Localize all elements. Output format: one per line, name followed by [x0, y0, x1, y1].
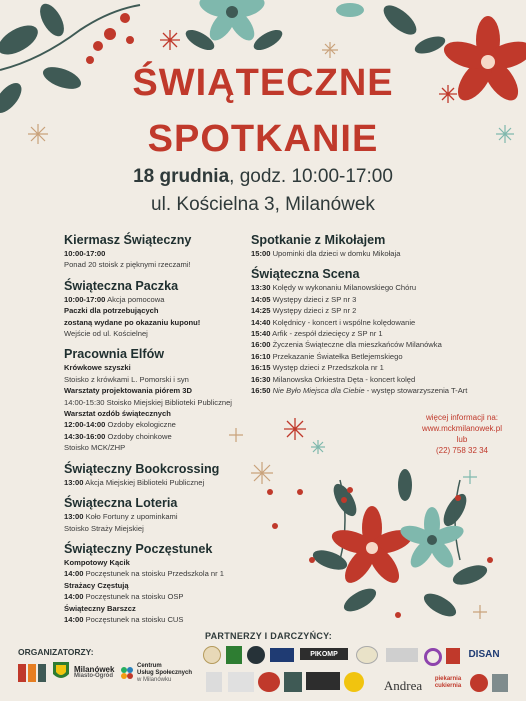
- schedule-row: 12:00-14:00 Ozdoby ekologiczne: [64, 420, 176, 430]
- schedule-row: 14:30-16:00 Ozdoby choinkowe: [64, 431, 172, 441]
- schedule-row: 16:15 Występ dzieci z Przedszkola nr 1: [251, 363, 384, 373]
- more-info: więcej informacji na: www.mckmilanowek.pl lub (22) 758 32 34: [402, 412, 522, 456]
- cus-logo: Centrum Usług Społecznych w Milanówku: [120, 660, 200, 686]
- schedule-subheading: zostaną wydane po okazaniu kuponu!: [64, 317, 201, 327]
- schedule-note: 14:00-15:30 Stoisko Miejskiej Biblioteki Publicznej: [64, 397, 232, 407]
- milanowek-coat-of-arms: [52, 660, 70, 684]
- section-heading: Świąteczna Loteria: [64, 496, 178, 511]
- event-day: 18 grudnia: [133, 166, 230, 187]
- piekarnia-logo: piekarnia cukiernia: [434, 676, 462, 689]
- schedule-row: 14:25 Występy dzieci z SP nr 2: [251, 306, 357, 316]
- partner-logo: [386, 648, 418, 662]
- schedule-note: Wejście od ul. Kościelnej: [64, 329, 148, 339]
- partner-logo: [270, 648, 294, 662]
- section-paczka: [64, 278, 254, 340]
- partners-heading: PARTNERZY I DARCZYŃCY:: [205, 631, 333, 641]
- section-pracownia-elfow: [64, 346, 254, 453]
- event-title-line-1: ŚWIĄTECZNE: [132, 62, 394, 104]
- partner-logo: [203, 646, 221, 664]
- event-hours: , godz. 10:00-17:00: [229, 166, 393, 187]
- section-heading: Świąteczna Paczka: [64, 278, 179, 293]
- section-mikolaj: [251, 232, 513, 259]
- schedule-row: 15:00 Upominki dla dzieci w domku Mikołaja: [251, 249, 401, 258]
- section-heading: Świąteczny Bookcrossing: [64, 461, 220, 476]
- schedule-row: 14:00 Poczęstunek na stoisku OSP: [64, 592, 184, 602]
- organizers-heading: ORGANIZATORZY:: [18, 647, 94, 657]
- section-heading: Kiermasz Świąteczny: [64, 233, 192, 247]
- schedule-subheading: Strażacy Częstują: [64, 580, 129, 590]
- event-title-line-2: SPOTKANIE: [147, 118, 379, 160]
- partner-logo: [424, 648, 442, 666]
- schedule-row: 14:00 Poczęstunek na stoisku Przedszkola nr 1: [64, 569, 225, 579]
- disan-logo: DISAN: [468, 648, 500, 660]
- section-kiermasz: [64, 232, 254, 271]
- schedule-row: 10:00-17:00 Akcja pomocowa: [64, 294, 165, 304]
- schedule-row: 16:10 Przekazanie Światełka Betlejemskiego: [251, 351, 403, 361]
- partner-logo: [344, 672, 364, 692]
- partner-logo: [356, 646, 378, 664]
- pikomp-logo: PIKOMP: [300, 648, 348, 660]
- website-link[interactable]: www.mckmilanowek.pl: [421, 424, 503, 433]
- schedule-subheading: Warsztaty projektowania piórem 3D: [64, 386, 192, 396]
- schedule-row: 13:30 Kolędy w wykonaniu Milanowskiego Chóru: [251, 283, 417, 293]
- program-right-column: [251, 232, 513, 403]
- schedule-subheading: Kompotowy Kącik: [64, 557, 130, 567]
- schedule-row: 13:00 Koło Fortuny z upominkami: [64, 512, 178, 522]
- schedule-subheading: Warsztat ozdób świątecznych: [64, 409, 171, 419]
- section-heading: Spotkanie z Mikołajem: [251, 233, 386, 247]
- section-poczestunek: [64, 541, 254, 625]
- schedule-subheading: Paczki dla potrzebujących: [64, 306, 159, 316]
- section-heading: Świąteczny Poczęstunek: [64, 541, 213, 556]
- schedule-row: 16:30 Milanowska Orkiestra Dęta - koncert kolęd: [251, 374, 416, 384]
- partner-logo: [470, 674, 488, 692]
- schedule-row: 15:40 Arfik - zespół dziecięcy z SP nr 1: [251, 329, 383, 339]
- section-bookcrossing: [64, 461, 254, 488]
- schedule-row: 16:50 Nie Było Miejsca dla Ciebie - występ stowarzyszenia T-Art: [251, 386, 468, 396]
- schedule-subheading: Krówkowe szyszki: [64, 363, 131, 373]
- milanowek-logo: Milanówek Miasto-Ogród: [74, 665, 115, 679]
- program-left-column: [64, 232, 254, 632]
- schedule-subheading: Świąteczny Barszcz: [64, 603, 136, 613]
- event-date: [0, 166, 526, 188]
- schedule-note: Stoisko Straży Miejskiej: [64, 523, 144, 533]
- partner-logo: [247, 646, 265, 664]
- partner-logo: [206, 672, 222, 692]
- event-address: ul. Kościelna 3, Milanówek: [151, 194, 375, 215]
- mck-logo: [18, 660, 48, 686]
- partner-logo: [228, 672, 254, 692]
- schedule-row: 14:00 Poczęstunek na stoisku CUS: [64, 614, 184, 624]
- schedule-row: 14:40 Kolędnicy - koncert i wspólne kolędowanie: [251, 317, 416, 327]
- schedule-row: 13:00 Akcja Miejskiej Biblioteki Publicznej: [64, 477, 205, 487]
- partner-logo: [492, 674, 508, 692]
- schedule-note: Stoisko z krówkami L. Pomorski i syn: [64, 374, 189, 384]
- section-loteria: [64, 495, 254, 534]
- section-scena: [251, 266, 513, 396]
- partner-logo: [226, 646, 242, 664]
- section-heading: Pracownia Elfów: [64, 347, 165, 362]
- schedule-row: 14:05 Występy dzieci z SP nr 3: [251, 294, 357, 304]
- partner-logo: [258, 672, 280, 692]
- phone-number: (22) 758 32 34: [435, 446, 489, 455]
- schedule-row: 10:00-17:00: [64, 249, 106, 258]
- section-heading: Świąteczna Scena: [251, 267, 360, 282]
- schedule-note: Stoisko MCK/ZHP: [64, 443, 126, 453]
- partner-logo: [284, 672, 302, 692]
- partner-logo: [306, 672, 340, 690]
- schedule-row: 16:00 Życzenia Świąteczne dla mieszkańców Milanówka: [251, 340, 442, 350]
- partner-logo: [446, 648, 460, 664]
- andrea-logo: Andrea: [383, 678, 423, 693]
- schedule-note: Ponad 20 stoisk z pięknymi rzeczami!: [64, 260, 191, 270]
